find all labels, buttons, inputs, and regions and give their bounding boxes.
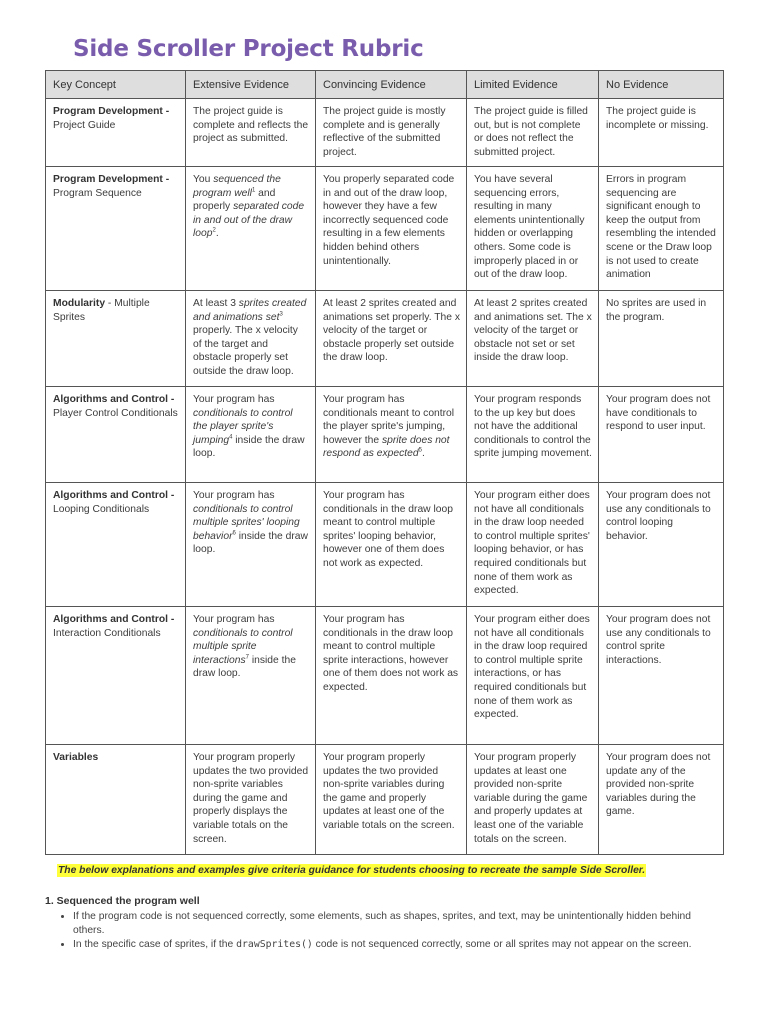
concept-sub: - Multiple Sprites [53, 298, 150, 323]
concept-sub: Player Control Conditionals [53, 407, 178, 419]
concept-sub: Program Sequence [53, 187, 142, 199]
extensive-cell: Your program properly updates the two provided non-sprite variables during the game and properly displays the variable totals on the screen. [186, 745, 316, 855]
rubric-row-modularity [46, 291, 724, 387]
convincing-cell: At least 2 sprites created and animations set properly. The x velocity of the target or obstacle properly set outside the draw loop. [316, 291, 467, 387]
limited-cell: Your program either does not have all conditionals in the draw loop needed to control multiple sprites' looping behavior, or has required conditionals but none of them work as expected. [467, 483, 599, 607]
concept-name: Algorithms and Control - [53, 614, 175, 625]
key-concept-cell [46, 607, 186, 745]
header-row [46, 71, 724, 99]
emphasis-text: sequenced the program well [193, 174, 281, 199]
concept-name: Program Development - [53, 174, 170, 185]
convincing-cell: Your program properly updates the two provided non-sprite variables during the game and properly updates at least one of the variable totals on the screen. [316, 745, 467, 855]
key-concept-cell [46, 387, 186, 483]
note-bullet: • If the program code is not sequenced correctly, some elements, such as shapes, sprites, and text, may be unintentionally hidden behind others. [73, 910, 713, 937]
page-title: Side Scroller Project Rubric [73, 36, 424, 62]
emphasis-text: conditionals to control multiple sprites' looping behavior [193, 503, 300, 542]
rubric-row-interaction-conditionals [46, 607, 724, 745]
code-snippet: drawSprites() [236, 939, 313, 950]
rubric-row-program-sequence [46, 167, 724, 291]
no-evidence-cell: Your program does not have conditionals to respond to user input. [599, 387, 724, 483]
convincing-cell: The project guide is mostly complete and is generally reflective of the submitted project. [316, 99, 467, 167]
extensive-cell [186, 483, 316, 607]
concept-sub: Looping Conditionals [53, 503, 150, 515]
concept-name: Algorithms and Control - [53, 394, 175, 405]
emphasis-text: separated code in and out of the draw loop [193, 201, 305, 240]
footnote-ref: 4 [229, 434, 233, 441]
footnote-ref: 1 [251, 187, 256, 194]
extensive-cell [186, 291, 316, 387]
cell-text: inside the draw loop. [193, 530, 308, 556]
cell-text: inside the draw loop. [193, 654, 296, 680]
rubric-table [45, 70, 724, 855]
rubric-row-project-guide [46, 99, 724, 167]
convincing-cell: Your program has conditionals in the draw loop meant to control multiple sprites' looping behavior, however one of them does not work as expected. [316, 483, 467, 607]
key-concept-cell [46, 99, 186, 167]
note-bullet [73, 938, 713, 952]
convincing-cell [316, 387, 467, 483]
rubric-row-variables [46, 745, 724, 855]
key-concept-cell [46, 167, 186, 291]
note-list [45, 910, 713, 953]
cell-text: . [421, 448, 425, 460]
cell-text: You [193, 174, 214, 185]
key-concept-cell [46, 483, 186, 607]
limited-cell: You have several sequencing errors, resulting in many elements unintentionally hidden or overlapping others. Some code is improperly placed in or out of the draw loop. [467, 167, 599, 291]
footnote-ref: 7 [245, 654, 249, 661]
no-evidence-cell: Your program does not use any conditionals to control sprite interactions. [599, 607, 724, 745]
concept-sub: Project Guide [53, 119, 116, 131]
header-limited: Limited Evidence [467, 71, 599, 99]
limited-cell: The project guide is filled out, but is not complete or does not reflect the submitted project. [467, 99, 599, 167]
cell-text: . [215, 228, 219, 240]
key-concept-cell [46, 745, 186, 855]
extensive-cell: The project guide is complete and reflects the project as submitted. [186, 99, 316, 167]
extensive-cell [186, 167, 316, 291]
cell-text: properly. The x velocity of the target and obstacle properly set outside the draw loop. [193, 325, 298, 377]
cell-text: Your program has [193, 394, 275, 405]
limited-cell: At least 2 sprites created and animations set. The x velocity of the target or obstacle not set or set inside the draw loop. [467, 291, 599, 387]
cell-text: Your program has conditionals meant to control the player sprite's jumping, however the [323, 394, 455, 446]
rubric-row-looping-conditionals [46, 483, 724, 607]
concept-name: Algorithms and Control - [53, 490, 175, 501]
header-convincing: Convincing Evidence [316, 71, 467, 99]
convincing-cell: You properly separated code in and out of the draw loop, however they have a few incorrectly sequenced code resulting in a few elements hidden behind others unintentionally. [316, 167, 467, 291]
no-evidence-cell: The project guide is incomplete or missing. [599, 99, 724, 167]
emphasis-text: sprite does not respond as expected [323, 434, 450, 460]
rubric-row-player-control [46, 387, 724, 483]
concept-sub: Interaction Conditionals [53, 627, 161, 639]
convincing-cell: Your program has conditionals in the draw loop meant to control multiple sprite interactions, however one of them does not work as expected. [316, 607, 467, 745]
note-heading: 1. Sequenced the program well [45, 895, 200, 907]
limited-cell: Your program responds to the up key but does not have the additional conditionals to control the sprite jumping movement. [467, 387, 599, 483]
emphasis-text: conditionals to control the player sprite's jumping [193, 407, 293, 446]
no-evidence-cell: Errors in program sequencing are significant enough to keep the output from resembling the intended scene or the Draw loop is not used to create animation [599, 167, 724, 291]
limited-cell: Your program properly updates at least one provided non-sprite variable during the game and properly updates at least one of the variable totals on the screen. [467, 745, 599, 855]
footnote-ref: 6 [232, 530, 236, 537]
emphasis-text: sprites created and animations set [193, 298, 307, 323]
header-key-concept: Key Concept [46, 71, 186, 99]
note-text: In the specific case of sprites, if the [73, 939, 237, 950]
extensive-cell [186, 387, 316, 483]
note-text: code is not sequenced correctly, some or all sprites may not appear on the screen. [312, 939, 692, 950]
no-evidence-cell: No sprites are used in the program. [599, 291, 724, 387]
extensive-cell [186, 607, 316, 745]
cell-text: Your program has [193, 614, 275, 625]
cell-text: inside the draw loop. [193, 434, 305, 460]
footnote-ref: 2 [212, 227, 216, 234]
cell-text: Your program has [193, 490, 275, 501]
concept-name: Modularity [53, 298, 106, 309]
concept-name: Program Development - [53, 106, 170, 117]
header-extensive: Extensive Evidence [186, 71, 316, 99]
footnote-ref: 3 [279, 311, 283, 318]
cell-text: and properly [193, 187, 276, 213]
guidance-highlight: The below explanations and examples give criteria guidance for students choosing to recreate the sample Side Scroller. [58, 865, 646, 876]
footnote-ref: 5 [418, 447, 422, 454]
limited-cell: Your program either does not have all conditionals in the draw loop required to control multiple sprite interactions, or has required conditionals but none of them work as expected. [467, 607, 599, 745]
no-evidence-cell: Your program does not use any conditionals to control looping behavior. [599, 483, 724, 607]
no-evidence-cell: Your program does not update any of the provided non-sprite variables during the game. [599, 745, 724, 855]
key-concept-cell [46, 291, 186, 387]
cell-text: At least 3 [193, 298, 239, 309]
emphasis-text: conditionals to control multiple sprite interactions [193, 627, 293, 666]
header-no-evidence: No Evidence [599, 71, 724, 99]
concept-name: Variables [53, 752, 99, 763]
